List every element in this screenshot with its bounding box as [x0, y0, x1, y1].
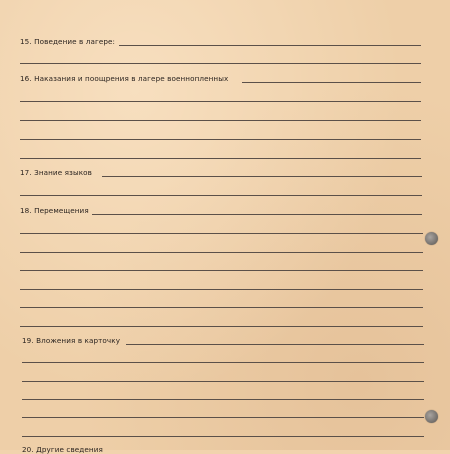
answer-line: [20, 307, 423, 308]
answer-line: [20, 158, 421, 159]
answer-line: [20, 289, 423, 290]
answer-line: [20, 139, 421, 140]
answer-line: [20, 63, 421, 64]
answer-line: [20, 270, 423, 271]
answer-line: [22, 399, 424, 400]
answer-line: [22, 362, 424, 363]
field-label-behavior: 15. Поведение в лагере:: [20, 37, 116, 46]
answer-line: [22, 381, 424, 382]
answer-line: [22, 436, 424, 437]
answer-line: [20, 252, 423, 253]
field-label-punishments: 16. Наказания и поощрения в лагере военнопленных: [20, 74, 229, 83]
answer-line: [92, 214, 422, 215]
answer-line: [20, 326, 423, 327]
answer-line: [119, 45, 421, 46]
punch-hole: [425, 232, 438, 245]
answer-line: [102, 176, 422, 177]
punch-hole: [425, 410, 438, 423]
answer-line: [20, 233, 423, 234]
answer-line: [20, 101, 421, 102]
answer-line: [20, 120, 421, 121]
answer-line: [242, 82, 421, 83]
field-label-other: 20. Другие сведения: [22, 445, 103, 454]
field-label-movements: 18. Перемещения: [20, 206, 89, 215]
answer-line: [126, 344, 424, 345]
answer-line: [20, 195, 422, 196]
answer-line: [22, 417, 424, 418]
field-label-languages: 17. Знание языков: [20, 168, 92, 177]
field-label-attachments: 19. Вложения в карточку: [22, 336, 121, 345]
